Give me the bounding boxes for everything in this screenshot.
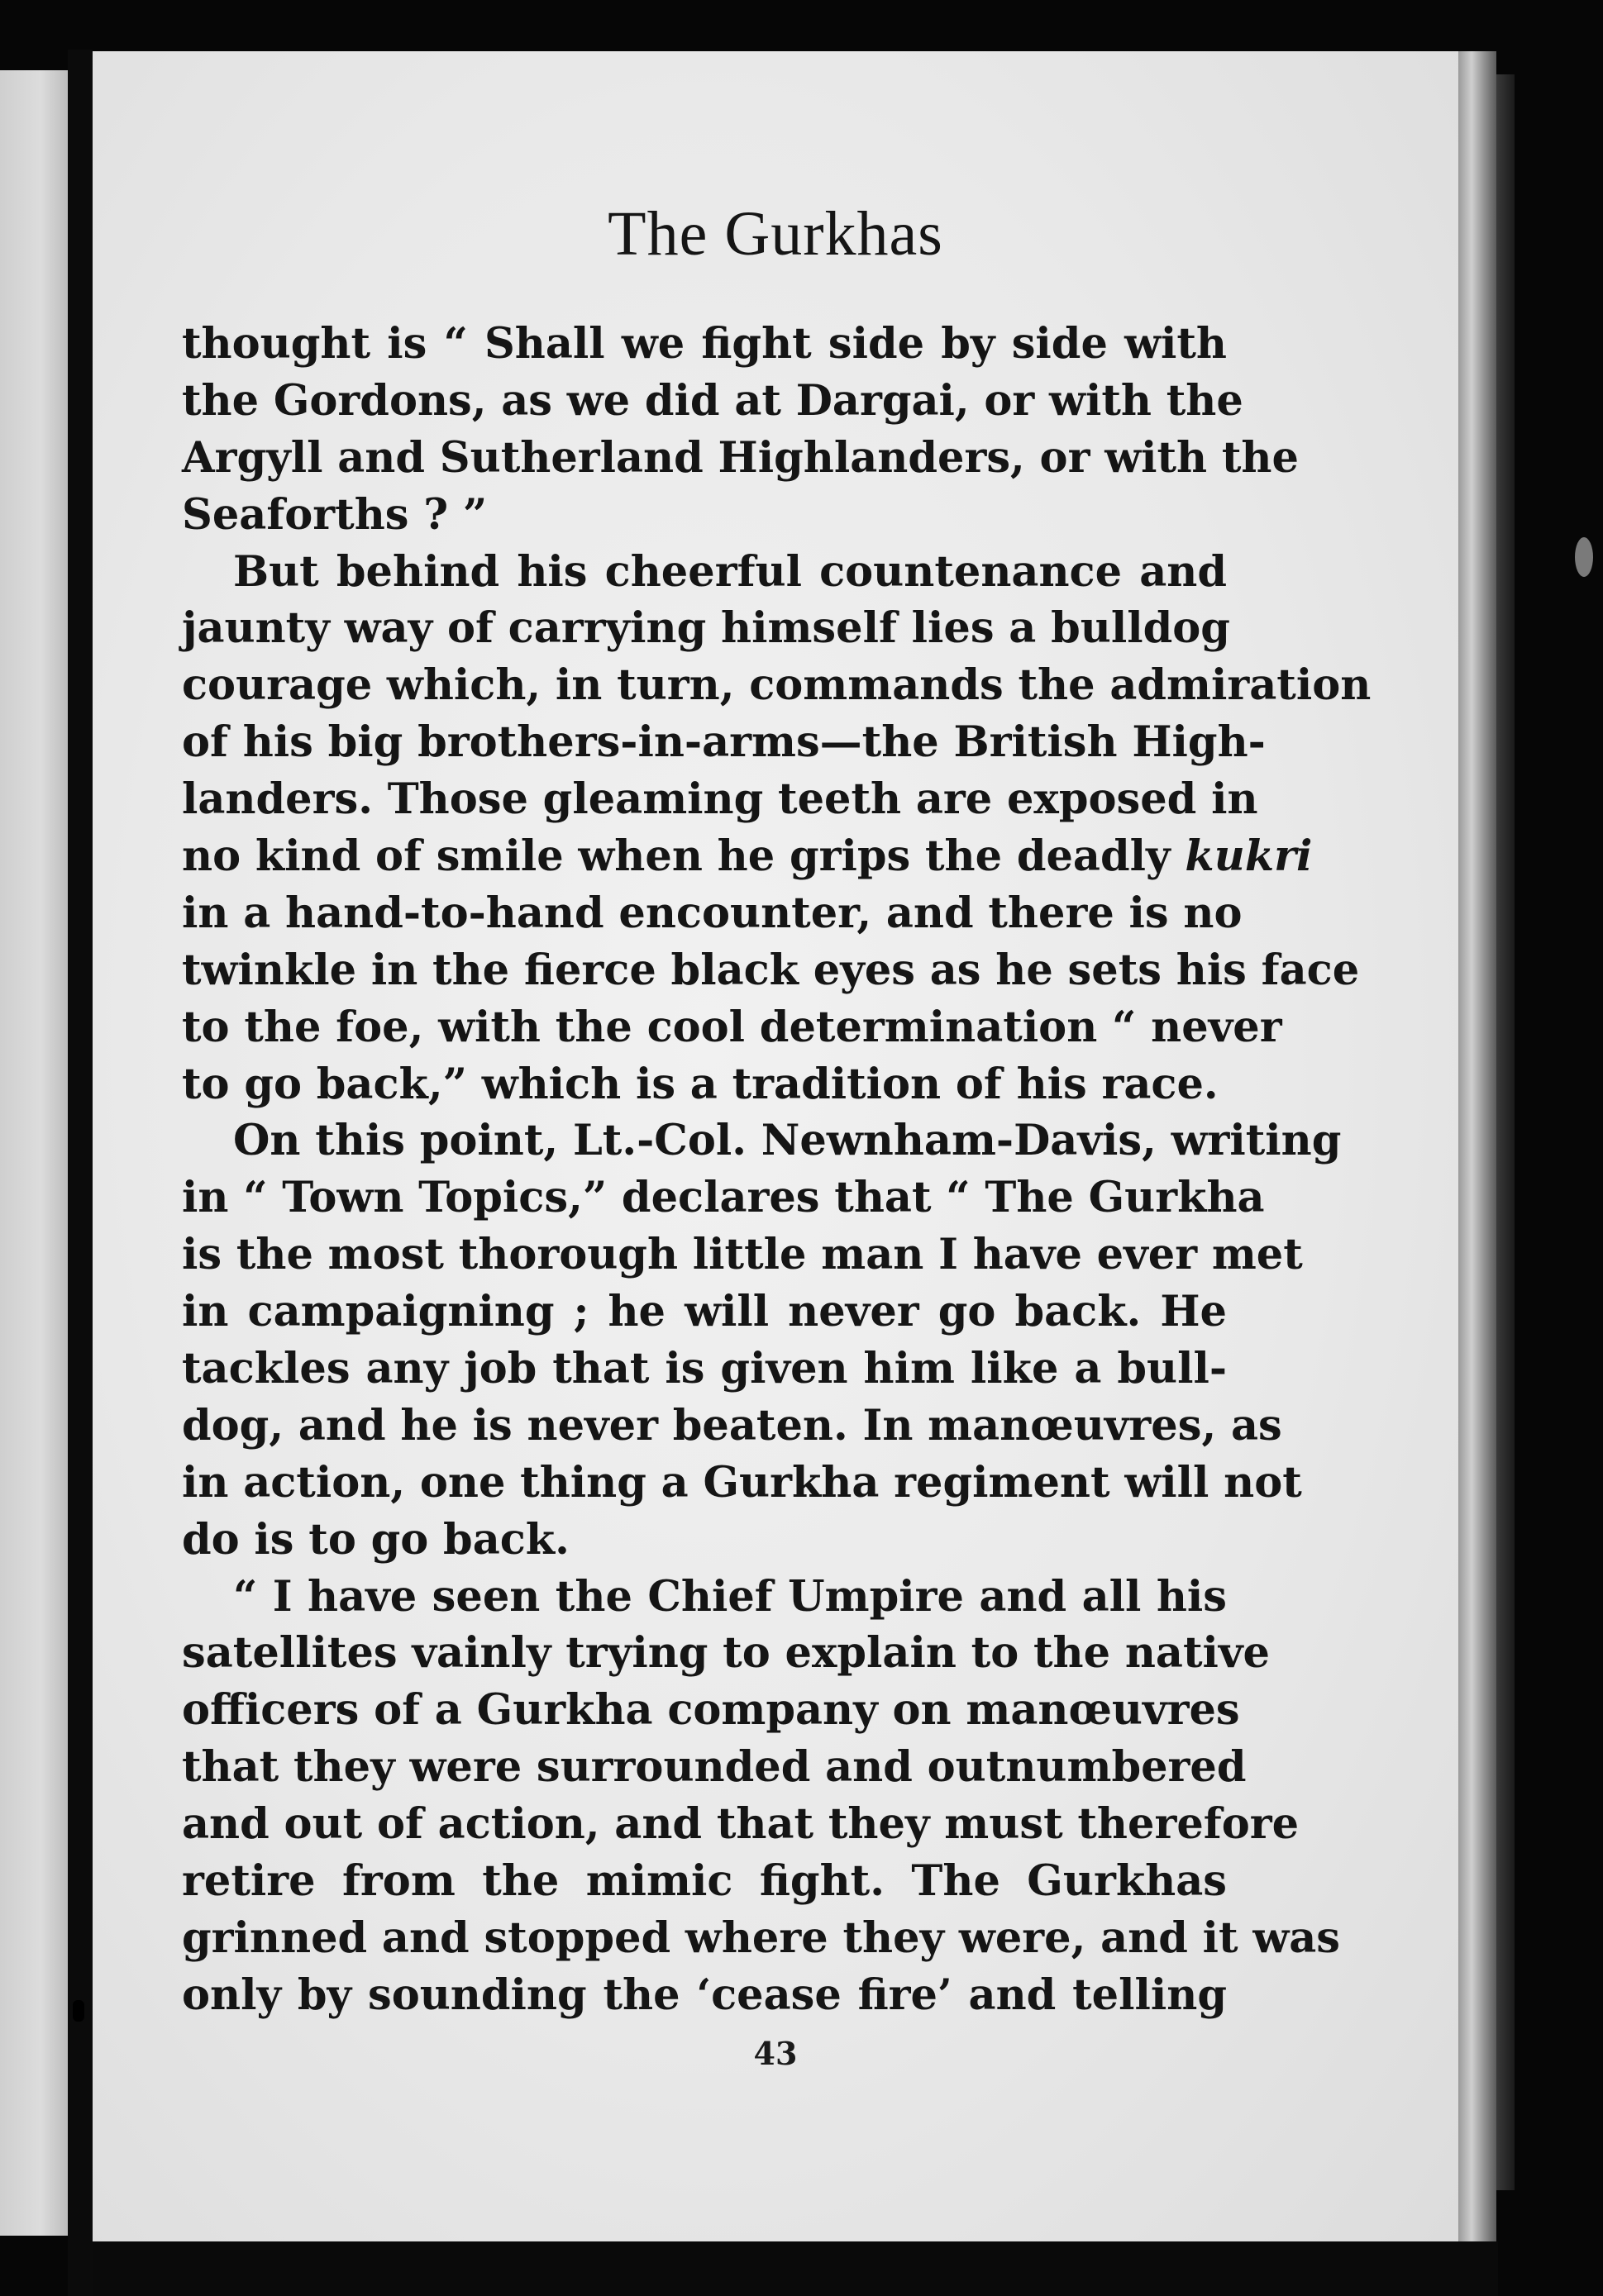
text-line: courage which, in turn, commands the admiration <box>182 660 1372 711</box>
text-line: of his big brothers-in-arms—the British High- <box>182 717 1266 768</box>
text-line: only by sounding the ‘cease fire’ and telling <box>182 1970 1227 2020</box>
text-line: in action, one thing a Gurkha regiment will not <box>182 1457 1302 1508</box>
text-line: that they were surrounded and outnumbered <box>182 1742 1247 1793</box>
text-line: On this point, Lt.-Col. Newnham-Davis, writing <box>233 1116 1342 1166</box>
text-line: But behind his cheerful countenance and <box>233 546 1227 597</box>
running-head: The Gurkhas <box>608 199 943 269</box>
previous-page-edge <box>0 70 68 2236</box>
text-line: retire from the mimic fight. The Gurkhas <box>182 1856 1227 1907</box>
text-line: Seaforths ? ” <box>182 489 488 540</box>
text-line: no kind of smile when he grips the deadly kukri <box>182 831 1313 882</box>
text-line: thought is “ Shall we fight side by side with <box>182 319 1227 369</box>
text-line: and out of action, and that they must therefore <box>182 1799 1300 1850</box>
text-line: jaunty way of carrying himself lies a bulldog <box>182 603 1230 654</box>
text-line: dog, and he is never beaten. In manœuvres, as <box>182 1400 1282 1450</box>
text-line: in a hand-to-hand encounter, and there is no <box>182 888 1243 938</box>
text-line: officers of a Gurkha company on manœuvres <box>182 1685 1240 1736</box>
text-line: do is to go back. <box>182 1514 570 1565</box>
text-line: landers. Those gleaming teeth are exposed in <box>182 774 1258 825</box>
text-line: in “ Town Topics,” declares that “ The Gurkha <box>182 1173 1265 1223</box>
text-line: to go back,” which is a tradition of his race. <box>182 1059 1219 1109</box>
ink-speck <box>1575 537 1593 577</box>
italic-word: kukri <box>1185 831 1313 882</box>
page-stack-shadow <box>1496 74 1515 2190</box>
text-line: grinned and stopped where they were, and it was <box>182 1913 1340 1963</box>
text-line: “ I have seen the Chief Umpire and all his <box>233 1571 1227 1622</box>
text-line: is the most thorough little man I have ever met <box>182 1230 1303 1280</box>
bottom-shadow <box>93 2241 1498 2296</box>
text-line: tackles any job that is given him like a bull- <box>182 1344 1227 1394</box>
book-gutter <box>68 50 93 2296</box>
margin-ink-mark <box>73 2000 84 2022</box>
page-number: 43 <box>753 2035 798 2072</box>
text-line: Argyll and Sutherland Highlanders, or with the <box>182 432 1299 483</box>
text-line: satellites vainly trying to explain to the native <box>182 1628 1270 1679</box>
text-line: twinkle in the fierce black eyes as he sets his face <box>182 945 1360 995</box>
page-fore-edge <box>1458 51 1496 2241</box>
text-line: to the foe, with the cool determination “ never <box>182 1002 1282 1052</box>
text-line: the Gordons, as we did at Dargai, or with the <box>182 375 1243 426</box>
text-line: in campaigning ; he will never go back. He <box>182 1287 1227 1337</box>
body-text <box>182 316 1372 2024</box>
